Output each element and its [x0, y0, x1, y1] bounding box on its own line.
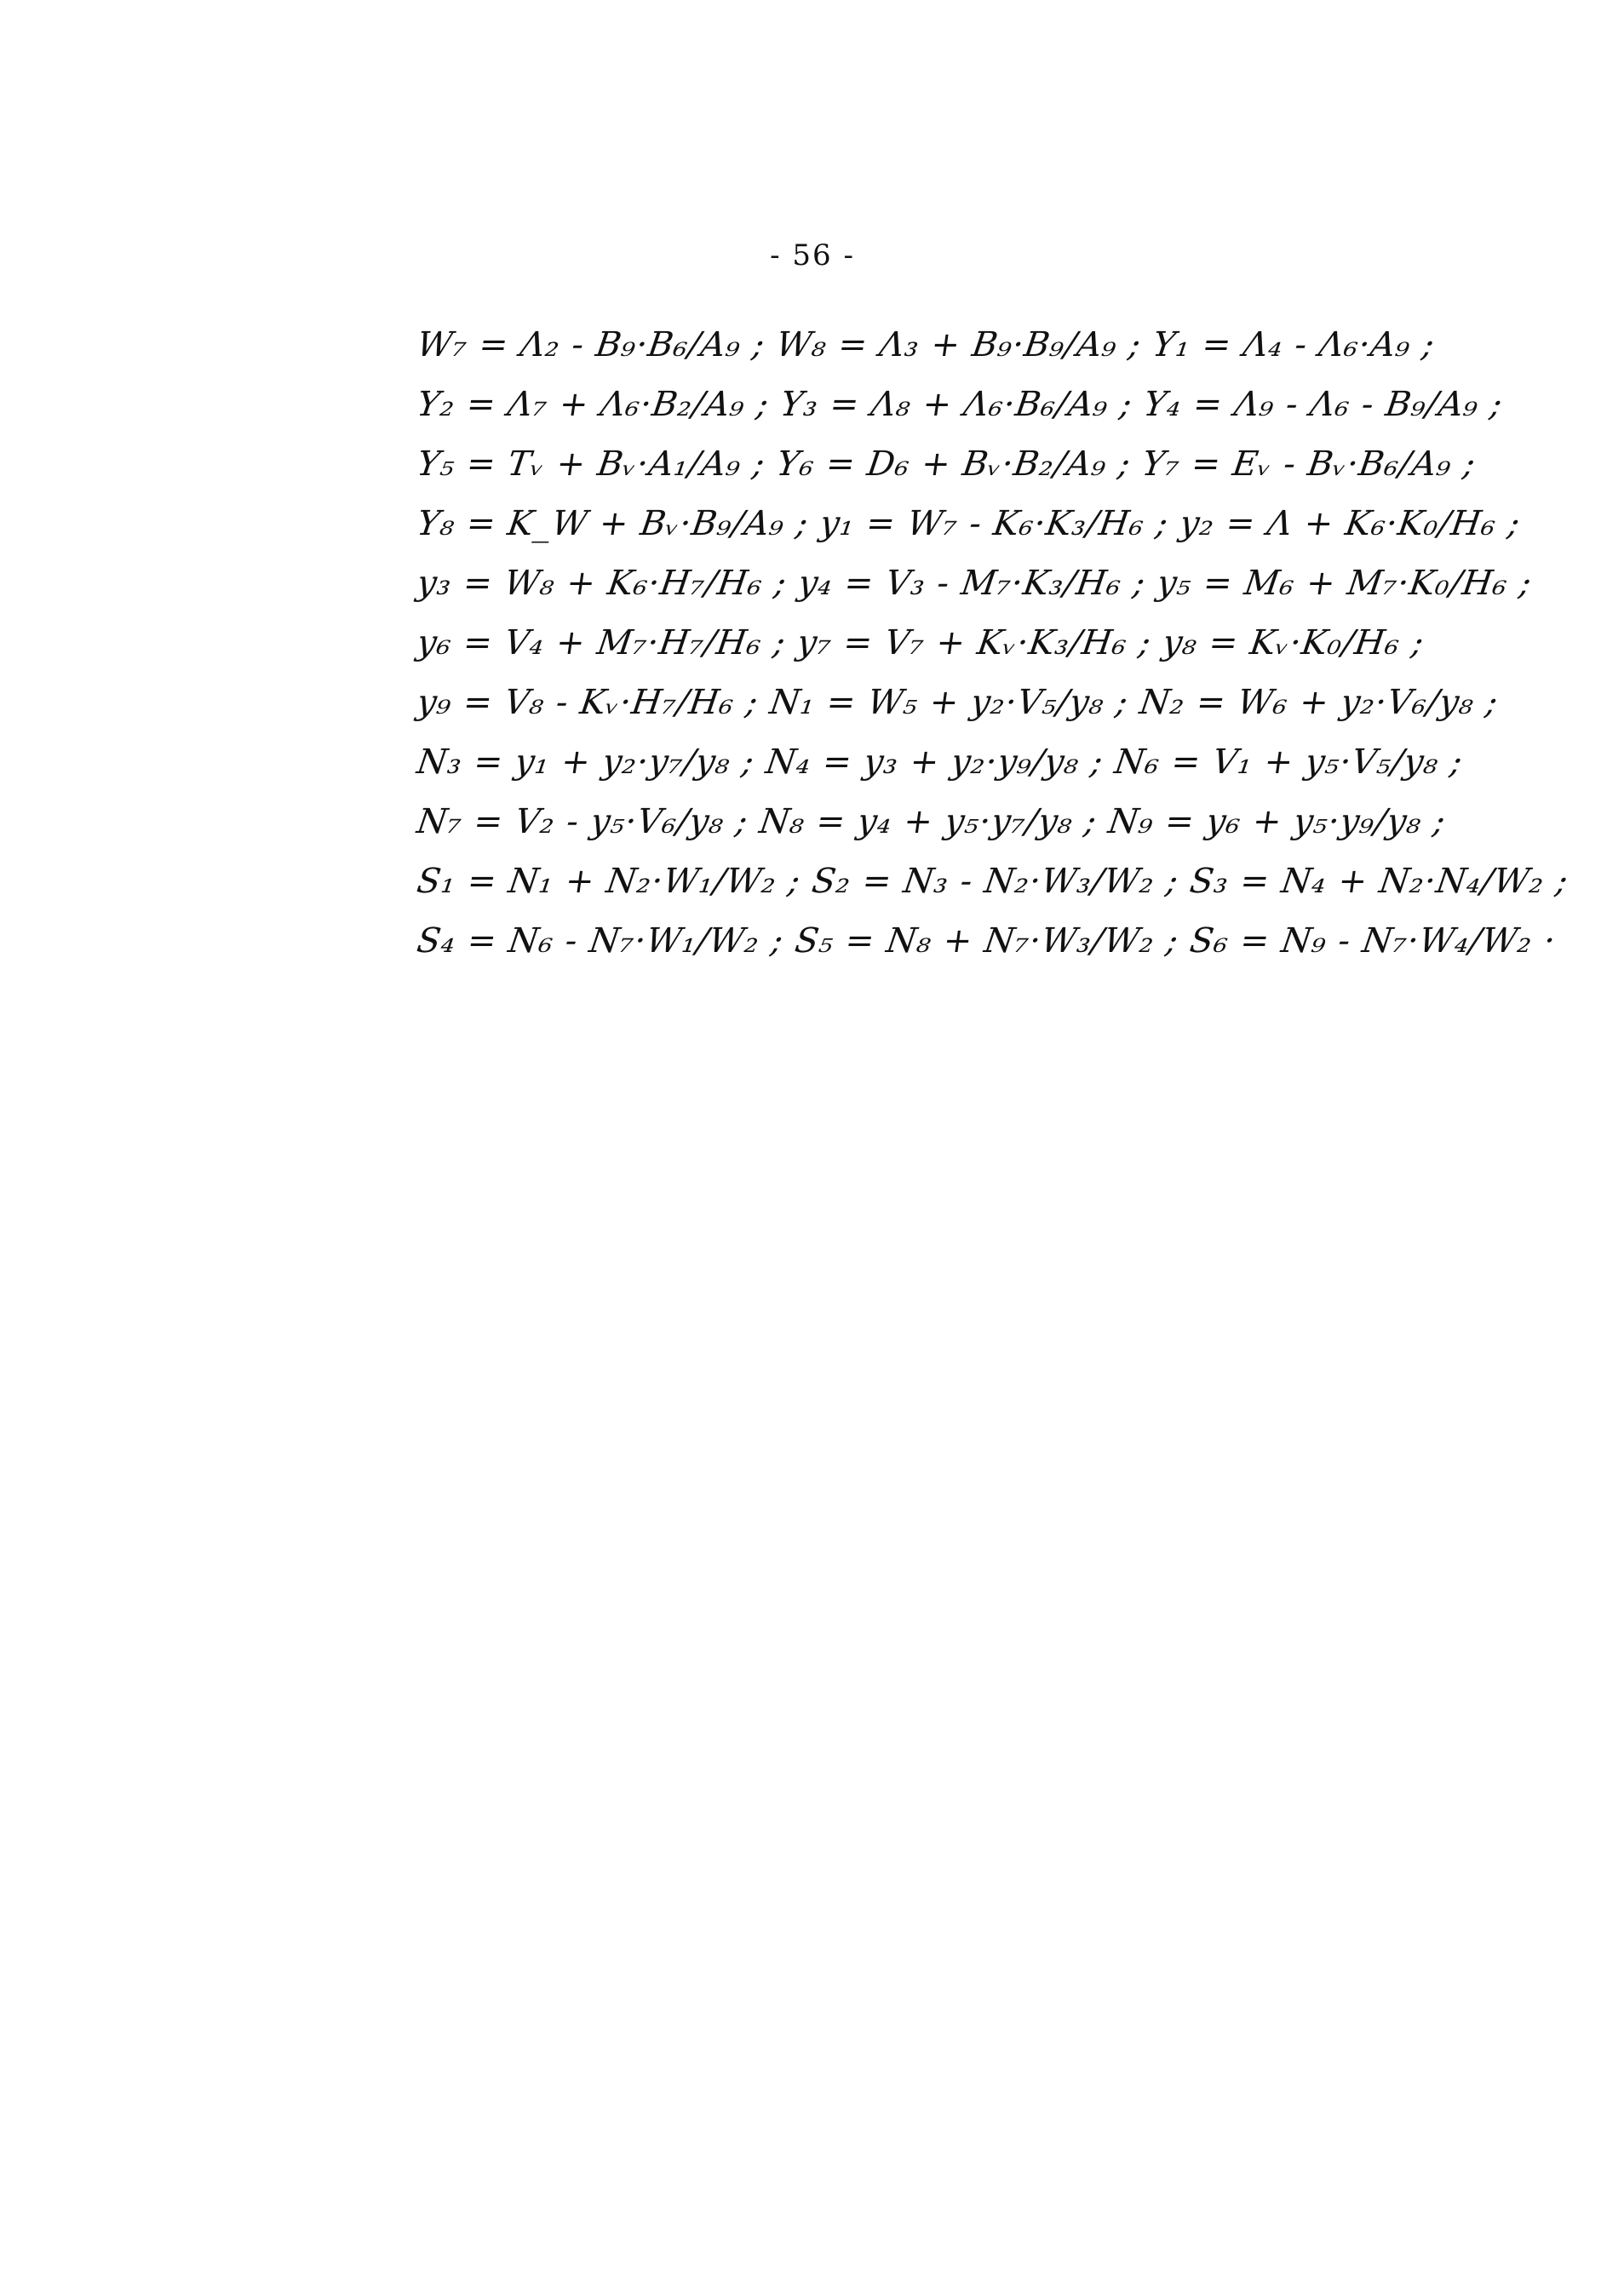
- page-number: - 56 -: [770, 238, 855, 272]
- equation-line-10: S₁ = N₁ + N₂·W₁/W₂ ; S₂ = N₃ - N₂·W₃/W₂ ; S₃ = N₄ + N₂·N₄/W₂ ;: [414, 862, 1571, 901]
- equation-line-1: W₇ = Λ₂ - B₉·B₆/A₉ ; W₈ = Λ₃ + B₉·B₉/A₉ ; Y₁ = Λ₄ - Λ₆·A₉ ;: [414, 325, 1437, 364]
- equation-line-6: y₆ = V₄ + M₇·H₇/H₆ ; y₇ = V₇ + Kᵥ·K₃/H₆ ; y₈ = Kᵥ·K₀/H₆ ;: [414, 623, 1427, 662]
- equation-line-5: y₃ = W₈ + K₆·H₇/H₆ ; y₄ = V₃ - M₇·K₃/H₆ ; y₅ = M₆ + M₇·K₀/H₆ ;: [414, 564, 1535, 603]
- equation-line-11: S₄ = N₆ - N₇·W₁/W₂ ; S₅ = N₈ + N₇·W₃/W₂ ; S₆ = N₉ - N₇·W₄/W₂ ·: [414, 921, 1559, 961]
- equation-line-3: Y₅ = Tᵥ + Bᵥ·A₁/A₉ ; Y₆ = D₆ + Bᵥ·B₂/A₉ ; Y₇ = Eᵥ - Bᵥ·B₆/A₉ ;: [414, 444, 1479, 484]
- equation-block: [414, 315, 1571, 971]
- equation-line-2: Y₂ = Λ₇ + Λ₆·B₂/A₉ ; Y₃ = Λ₈ + Λ₆·B₆/A₉ ; Y₄ = Λ₉ - Λ₆ - B₉/A₉ ;: [414, 385, 1506, 424]
- equation-line-8: N₃ = y₁ + y₂·y₇/y₈ ; N₄ = y₃ + y₂·y₉/y₈ ; N₆ = V₁ + y₅·V₅/y₈ ;: [414, 743, 1466, 782]
- equation-line-4: Y₈ = K_W + Bᵥ·B₉/A₉ ; y₁ = W₇ - K₆·K₃/H₆ ; y₂ = Λ + K₆·K₀/H₆ ;: [414, 504, 1524, 543]
- equation-line-7: y₉ = V₈ - Kᵥ·H₇/H₆ ; N₁ = W₅ + y₂·V₅/y₈ ; N₂ = W₆ + y₂·V₆/y₈ ;: [414, 683, 1501, 722]
- equation-line-9: N₇ = V₂ - y₅·V₆/y₈ ; N₈ = y₄ + y₅·y₇/y₈ ; N₉ = y₆ + y₅·y₉/y₈ ;: [414, 802, 1449, 841]
